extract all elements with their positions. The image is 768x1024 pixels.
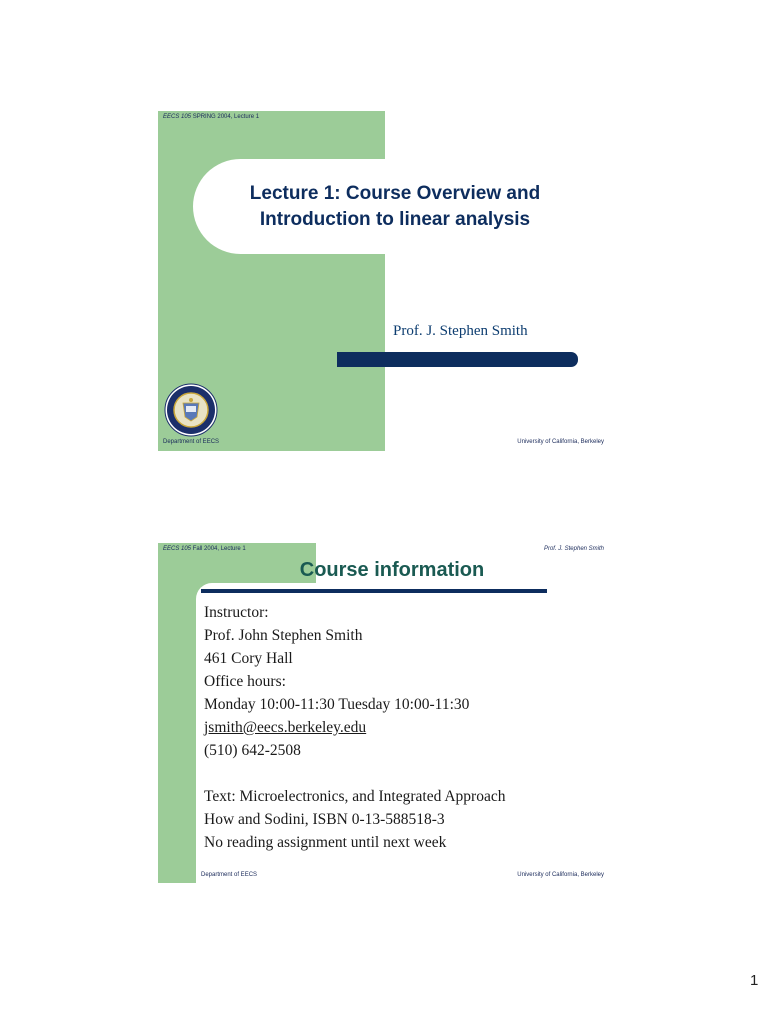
body-line: Monday 10:00-11:30 Tuesday 10:00-11:30	[204, 696, 470, 713]
body-line: No reading assignment until next week	[204, 834, 447, 851]
slide-2	[158, 543, 608, 883]
slide-1	[158, 111, 608, 451]
body-line: Instructor:	[204, 604, 269, 621]
body-line: How and Sodini, ISBN 0-13-588518-3	[204, 811, 445, 828]
slide-1-author: Prof. J. Stephen Smith	[393, 323, 528, 339]
slide-2-footer-left: Department of EECS	[201, 872, 258, 878]
body-line	[204, 762, 604, 785]
slide-1-footer-left: Department of EECS	[163, 439, 220, 445]
slide-2-header: EECS 105 Fall 2004, Lecture 1	[163, 546, 246, 552]
slide-2-title-underline	[201, 589, 547, 593]
slide-2-body	[204, 601, 604, 854]
slide-1-accent-bar	[337, 352, 578, 367]
email-link[interactable]: jsmith@eecs.berkeley.edu	[204, 719, 367, 736]
slide-1-footer-right: University of California, Berkeley	[517, 439, 604, 445]
slide-2-footer-right: University of California, Berkeley	[517, 872, 604, 878]
slide-1-header: EECS 105 SPRING 2004, Lecture 1	[163, 114, 260, 120]
body-line: Prof. John Stephen Smith	[204, 627, 363, 644]
slide-1-title: Lecture 1: Course Overview and Introduction to linear analysis	[249, 183, 541, 230]
page-number: 1	[750, 972, 759, 989]
body-line: Office hours:	[204, 673, 286, 690]
slide-2-header-author: Prof. J. Stephen Smith	[543, 546, 604, 552]
university-seal-icon	[164, 383, 218, 437]
body-line: Text: Microelectronics, and Integrated Approach	[204, 788, 506, 805]
body-line: (510) 642-2508	[204, 742, 301, 759]
slide-2-title: Course information	[299, 559, 485, 581]
body-line: 461 Cory Hall	[204, 650, 293, 667]
